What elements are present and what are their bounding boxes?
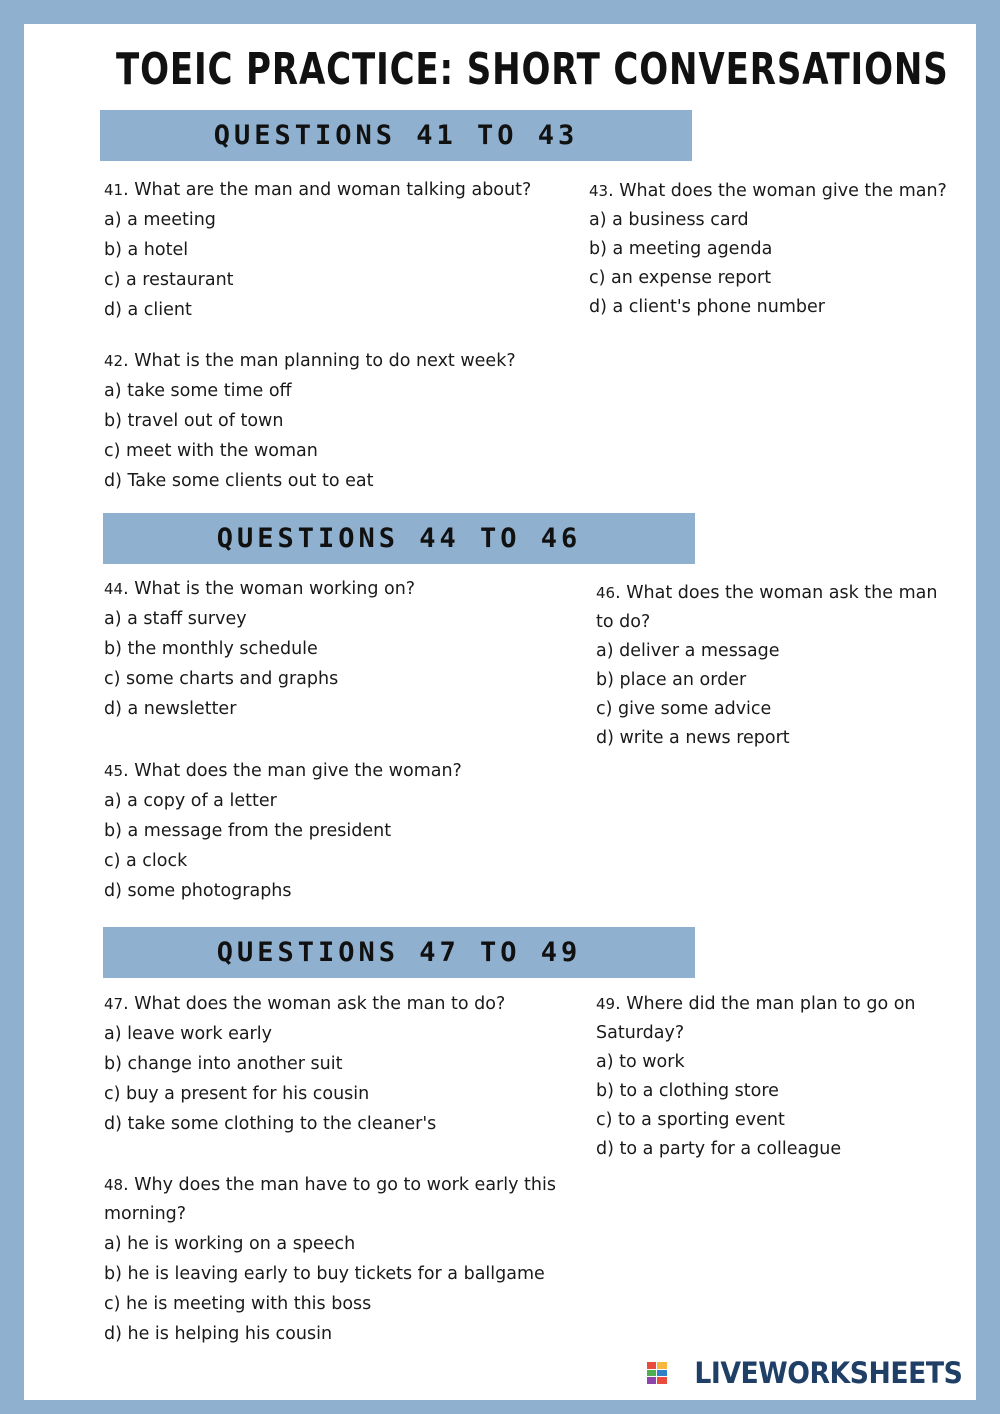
option-b[interactable]: b) to a clothing store xyxy=(596,1081,779,1101)
logo-block xyxy=(647,1377,657,1384)
question-stem: 43. What does the woman give the man? xyxy=(589,181,947,201)
option-d[interactable]: d) a client's phone number xyxy=(589,297,825,317)
option-b[interactable]: b) change into another suit xyxy=(104,1054,343,1074)
question-42 xyxy=(104,347,574,496)
logo-block xyxy=(647,1370,657,1377)
section-banner-44-46 xyxy=(103,513,695,564)
question-stem: 42. What is the man planning to do next week? xyxy=(104,351,516,371)
option-a[interactable]: a) deliver a message xyxy=(596,641,780,661)
section-heading: QUESTIONS 47 TO 49 xyxy=(216,937,582,968)
question-stem: 41. What are the man and woman talking about? xyxy=(104,180,532,200)
option-d[interactable]: d) a client xyxy=(104,300,192,320)
option-b[interactable]: b) he is leaving early to buy tickets for a ballgame xyxy=(104,1264,545,1284)
option-b[interactable]: b) place an order xyxy=(596,670,747,690)
option-b[interactable]: b) a message from the president xyxy=(104,821,392,841)
option-d[interactable]: d) Take some clients out to eat xyxy=(104,471,374,491)
option-b[interactable]: b) the monthly schedule xyxy=(104,639,318,659)
worksheet-page xyxy=(24,24,976,1400)
option-c[interactable]: c) some charts and graphs xyxy=(104,669,339,689)
logo-block xyxy=(657,1370,667,1377)
section-heading: QUESTIONS 41 TO 43 xyxy=(213,120,579,151)
logo-block xyxy=(657,1377,667,1384)
option-a[interactable]: a) a meeting xyxy=(104,210,216,230)
option-a[interactable]: a) to work xyxy=(596,1052,685,1072)
question-43 xyxy=(589,177,959,322)
question-stem: 46. What does the woman ask the man to do? xyxy=(596,583,938,632)
option-c[interactable]: c) buy a present for his cousin xyxy=(104,1084,370,1104)
question-stem: 49. Where did the man plan to go on Saturday? xyxy=(596,994,916,1043)
section-banner-41-43 xyxy=(100,110,692,161)
option-c[interactable]: c) give some advice xyxy=(596,699,772,719)
option-d[interactable]: d) some photographs xyxy=(104,881,292,901)
section-banner-47-49 xyxy=(103,927,695,978)
liveworksheets-brand[interactable] xyxy=(647,1356,962,1390)
option-c[interactable]: c) a restaurant xyxy=(104,270,234,290)
question-47 xyxy=(104,990,574,1139)
question-49 xyxy=(596,990,936,1164)
section-heading: QUESTIONS 44 TO 46 xyxy=(216,523,582,554)
option-d[interactable]: d) he is helping his cousin xyxy=(104,1324,333,1344)
question-48 xyxy=(104,1171,574,1349)
option-a[interactable]: a) leave work early xyxy=(104,1024,272,1044)
option-d[interactable]: d) write a news report xyxy=(596,728,790,748)
option-c[interactable]: c) he is meeting with this boss xyxy=(104,1294,372,1314)
option-a[interactable]: a) take some time off xyxy=(104,381,292,401)
option-c[interactable]: c) a clock xyxy=(104,851,188,871)
liveworksheets-logo-icon xyxy=(647,1362,667,1384)
option-c[interactable]: c) to a sporting event xyxy=(596,1110,785,1130)
brand-name: LIVEWORKSHEETS xyxy=(693,1356,962,1390)
question-41 xyxy=(104,176,574,325)
option-d[interactable]: d) to a party for a colleague xyxy=(596,1139,842,1159)
question-stem: 48. Why does the man have to go to work early this morning? xyxy=(104,1175,556,1224)
option-d[interactable]: d) a newsletter xyxy=(104,699,237,719)
logo-block xyxy=(657,1362,667,1369)
option-b[interactable]: b) travel out of town xyxy=(104,411,284,431)
question-stem: 47. What does the woman ask the man to do? xyxy=(104,994,506,1014)
option-a[interactable]: a) he is working on a speech xyxy=(104,1234,356,1254)
option-a[interactable]: a) a staff survey xyxy=(104,609,247,629)
question-44 xyxy=(104,575,574,724)
option-d[interactable]: d) take some clothing to the cleaner's xyxy=(104,1114,437,1134)
option-c[interactable]: c) meet with the woman xyxy=(104,441,318,461)
question-stem: 45. What does the man give the woman? xyxy=(104,761,462,781)
question-46 xyxy=(596,579,958,753)
option-b[interactable]: b) a hotel xyxy=(104,240,189,260)
question-stem: 44. What is the woman working on? xyxy=(104,579,416,599)
option-b[interactable]: b) a meeting agenda xyxy=(589,239,773,259)
logo-block xyxy=(647,1362,657,1369)
option-c[interactable]: c) an expense report xyxy=(589,268,772,288)
page-title: TOEIC PRACTICE: SHORT CONVERSATIONS xyxy=(116,44,949,95)
option-a[interactable]: a) a business card xyxy=(589,210,749,230)
question-45 xyxy=(104,757,574,906)
option-a[interactable]: a) a copy of a letter xyxy=(104,791,277,811)
